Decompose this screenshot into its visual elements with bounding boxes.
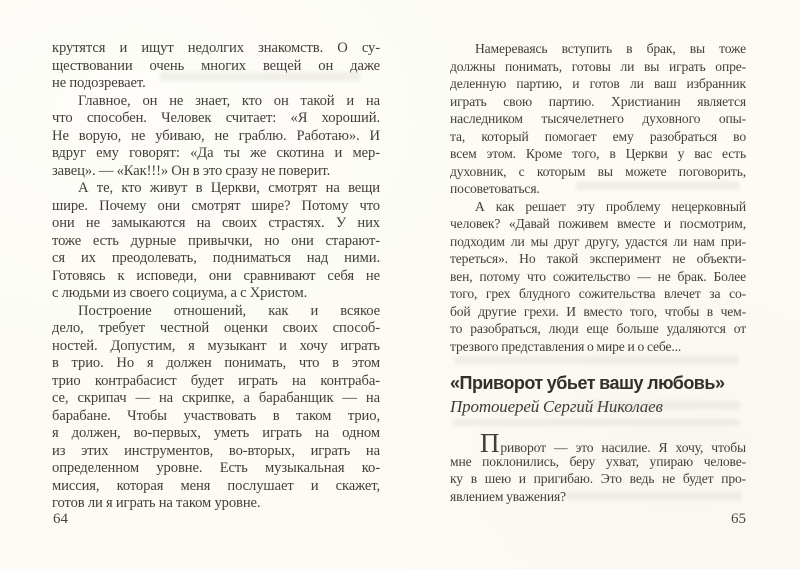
text-line: в трио. Но я должен понимать, что в этом xyxy=(52,355,380,371)
text-line: определенном уровне. Есть музыкальная ко- xyxy=(52,460,380,476)
text-line-content: риворот — это насилие. Я хочу, чтобы xyxy=(500,440,746,455)
text-line: ся их преодолевать, подниматься над ними. xyxy=(52,250,380,266)
text-line: явлением уважения? xyxy=(450,488,566,504)
paragraph xyxy=(450,40,746,198)
text-line: завец». — «Как!!!» Он в это сразу не поверит. xyxy=(52,162,331,179)
text-line: А те, кто живут в Церкви, смотрят на вещи xyxy=(78,180,380,196)
article-heading: «Приворот убьет вашу любовь» xyxy=(450,373,725,393)
text-line: тоже есть дурные привычки, но они старают- xyxy=(52,232,380,249)
paragraph xyxy=(52,93,380,181)
text-line: что способен. Человек считает: «Я хороший. xyxy=(52,110,380,126)
page-number-right: 65 xyxy=(731,511,746,527)
text-line: Не ворую, не убиваю, не граблю. Работаю». И xyxy=(52,127,380,144)
text-line: Построение отношений, как и всякое xyxy=(78,302,380,319)
text-line: вен, потому что сожительство — не брак. Более xyxy=(450,268,746,284)
text-line: се, скрипач — на скрипке, а барабанщик — на xyxy=(52,390,380,406)
text-line: Готовясь к исповеди, они сравнивают себя не xyxy=(52,267,380,284)
text-line: мне поклонились, беру ухват, упираю челове- xyxy=(450,453,746,469)
text-line: с людьми из своего социума, а с Христом. xyxy=(52,285,308,301)
page-number-left: 64 xyxy=(53,511,68,527)
text-line: из этих инструментов, во-вторых, играть на xyxy=(52,442,380,459)
text-line: барабане. Чтобы участвовать в таком трио, xyxy=(52,407,380,424)
text-line: не подозревает. xyxy=(52,75,146,91)
text-line: трио контрабасист будет играть на контраба- xyxy=(52,372,380,389)
text-line: та, который помогает ему разобраться во xyxy=(450,128,746,144)
text-line xyxy=(450,428,746,458)
text-line: миссия, которая меня послушает и скажет, xyxy=(52,477,380,494)
text-line: бой другие грехи. И вместо того, чтобы в чем- xyxy=(450,303,746,319)
page-right xyxy=(450,40,746,505)
page-left xyxy=(52,40,380,513)
text-line: ностей. Допустим, я музыкант и хочу играть xyxy=(52,337,380,354)
text-line: крутятся и ищут недолгих знакомств. О су- xyxy=(52,40,380,56)
paragraph xyxy=(450,428,746,505)
paragraph xyxy=(52,40,380,93)
text-line: подходим ли мы друг другу, удастся ли нам при- xyxy=(450,233,746,249)
paragraph xyxy=(52,303,380,513)
text-line: я должен, во-первых, уметь играть на одном xyxy=(52,425,380,441)
text-line: тереться». Но такой эксперимент не объекти- xyxy=(450,251,746,266)
text-line: того, грех блудного сожительства влечет за со- xyxy=(450,286,746,301)
text-line: Главное, он не знает, кто он такой и на xyxy=(78,92,380,109)
paragraph xyxy=(450,198,746,356)
text-line: готов ли я играть на таком уровне. xyxy=(52,495,261,511)
text-line: они не замыкаются на своих страстях. У них xyxy=(52,215,380,231)
text-line: наследником тысячелетнего духовного опы- xyxy=(450,111,746,126)
text-line: вдруг ему говорят: «Да ты же скотина и мер- xyxy=(52,145,380,161)
text-line: Намереваясь вступить в брак, вы тоже xyxy=(475,41,746,56)
text-line: ществовании очень многих вещей он даже xyxy=(52,57,380,74)
text-line: посоветоваться. xyxy=(450,181,540,196)
text-line: деленную партию, и готов ли ваш избранник xyxy=(450,76,746,91)
text-line: дело, требует честной оценки своих способ- xyxy=(52,320,380,336)
text-line: А как решает эту проблему нецерковный xyxy=(475,198,746,214)
initial-capital: П xyxy=(480,428,500,458)
text-line: всем этом. Кроме того, в Церкви у вас есть xyxy=(450,146,746,161)
text-line: должны понимать, готовы ли вы играть опре- xyxy=(450,58,746,74)
text-line: человек? «Давай поживем вместе и посмотрим, xyxy=(450,216,746,231)
article-author: Протоиерей Сергий Николаев xyxy=(450,397,663,416)
text-line: шире. Почему они смотрят шире? Потому что xyxy=(52,197,380,214)
text-line: духовник, с которым вы можете поговорить, xyxy=(450,163,746,179)
paragraph xyxy=(52,180,380,303)
text-line: трезвого представления о мире и о себе... xyxy=(450,338,682,354)
text-line: играть свою партию. Христианин является xyxy=(450,93,746,109)
text-line: ку в шею и пригибаю. Это ведь не будет про- xyxy=(450,471,746,486)
text-line: то разобраться, люди еще больше удаляются от xyxy=(450,321,746,336)
